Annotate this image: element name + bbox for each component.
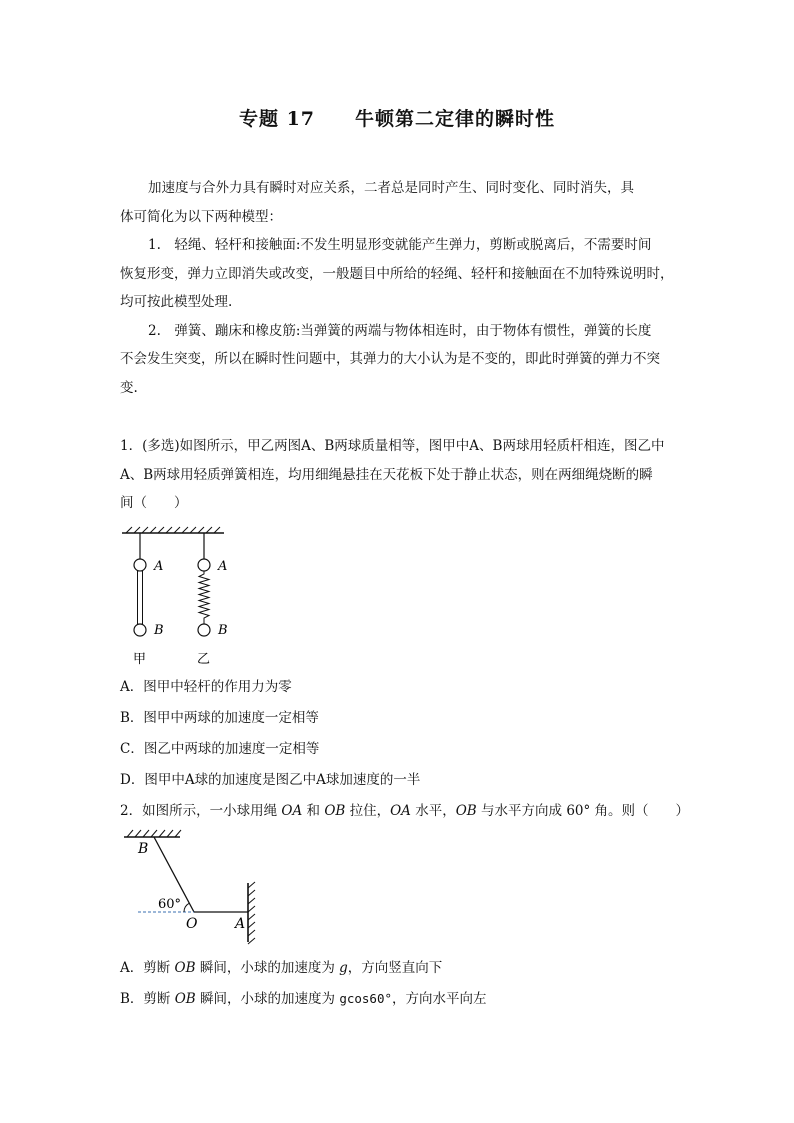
title-prefix: 专题 17 xyxy=(238,108,316,130)
q2-stem-mid2: 拉住， xyxy=(345,803,391,819)
q1-line-3: 间（ ） xyxy=(120,495,188,511)
q1-line-1: 1．(多选)如图所示，甲乙两图A、B两球质量相等，图甲中A、B两球用轻质杆相连，图乙中 xyxy=(120,438,665,454)
q2-option-a[interactable] xyxy=(120,958,442,978)
q2-label-angle: 60° xyxy=(158,897,182,912)
intro-line-1: 加速度与合外力具有瞬时对应关系，二者总是同时产生、同时变化、同时消失，具 xyxy=(148,180,634,196)
q1-option-d[interactable]: D．图甲中A球的加速度是图乙中A球加速度的一半 xyxy=(120,772,421,788)
q2-option-a-ob: OB xyxy=(174,960,196,976)
label-b-yi: B xyxy=(218,623,228,638)
q2-stem-post: 与水平方向成 60° 角。则（ ） xyxy=(476,803,690,819)
ceiling-hatch xyxy=(126,527,220,533)
ball-a-jia xyxy=(134,559,146,571)
question-2-stem xyxy=(120,801,689,821)
intro-item-2-line-2: 不会发生突变，所以在瞬时性问题中，其弹力的大小认为是不变的，即此时弹簧的弹力不突 xyxy=(120,351,660,367)
q2-oa: OA xyxy=(281,803,303,819)
ball-b-yi xyxy=(198,624,210,636)
intro-item-1-line-3: 均可按此模型处理. xyxy=(120,294,233,310)
q1-option-b[interactable]: B．图甲中两球的加速度一定相等 xyxy=(120,710,319,726)
q2-option-b[interactable] xyxy=(120,989,487,1009)
q2-option-a-g: g xyxy=(339,960,348,976)
q1-option-c[interactable]: C．图乙中两球的加速度一定相等 xyxy=(120,741,320,757)
q2-label-a: A xyxy=(235,916,246,932)
label-b-jia: B xyxy=(154,623,164,638)
intro-block xyxy=(120,174,680,402)
label-yi: 乙 xyxy=(197,652,211,667)
q2-wall-hatch xyxy=(248,882,255,944)
label-jia: 甲 xyxy=(133,652,147,667)
q2-option-a-post: ，方向竖直向下 xyxy=(347,960,443,976)
intro-item-2-line-1: 2. 弹簧、蹦床和橡皮筋:当弹簧的两端与物体相连时，由于物体有惯性，弹簧的长度 xyxy=(148,322,652,339)
intro-item-2-line-3: 变. xyxy=(120,379,138,396)
q2-stem-pre: 2．如图所示，一小球用绳 xyxy=(120,803,282,819)
q2-figure xyxy=(118,826,268,946)
q2-ceiling-hatch xyxy=(127,830,181,837)
q2-option-b-mid: 瞬间，小球的加速度为 xyxy=(195,991,340,1007)
q2-label-o: O xyxy=(186,916,198,932)
q1-line-2: A、B两球用轻质弹簧相连，均用细绳悬挂在天花板下处于静止状态，则在两细绳烧断的瞬 xyxy=(120,466,653,483)
angle-arc xyxy=(184,903,189,912)
question-1-stem xyxy=(120,432,680,518)
spring xyxy=(199,571,209,624)
title-main: 牛顿第二定律的瞬时性 xyxy=(355,108,556,130)
q1-figure xyxy=(118,524,238,670)
q2-option-b-pre: B．剪断 xyxy=(120,991,175,1007)
q2-option-b-value: gcos60° xyxy=(339,991,392,1006)
q2-stem-mid1: 和 xyxy=(302,803,325,819)
intro-item-1-line-1: 1. 轻绳、轻杆和接触面:不发生明显形变就能产生弹力，剪断或脱离后，不需要时间 xyxy=(148,237,652,253)
q2-stem-mid3: 水平， xyxy=(410,803,456,819)
page-title xyxy=(0,104,794,131)
q2-option-a-mid: 瞬间，小球的加速度为 xyxy=(195,960,340,976)
q2-ob: OB xyxy=(324,803,346,819)
q2-option-b-ob: OB xyxy=(174,991,196,1007)
q1-option-a[interactable]: A．图甲中轻杆的作用力为零 xyxy=(120,679,292,695)
ball-a-yi xyxy=(198,559,210,571)
intro-line-2: 体可简化为以下两种模型： xyxy=(120,208,282,225)
q2-option-b-post: ，方向水平向左 xyxy=(392,991,487,1007)
label-a-yi: A xyxy=(218,559,228,574)
label-a-jia: A xyxy=(154,559,164,574)
light-rod xyxy=(138,571,143,624)
q2-label-b: B xyxy=(138,841,149,857)
q2-ob-2: OB xyxy=(455,803,477,819)
q2-option-a-pre: A．剪断 xyxy=(120,960,175,976)
intro-item-1-line-2: 恢复形变，弹力立即消失或改变，一般题目中所给的轻绳、轻杆和接触面在不加特殊说明时， xyxy=(120,265,674,282)
ball-b-jia xyxy=(134,624,146,636)
q2-oa-2: OA xyxy=(390,803,411,819)
